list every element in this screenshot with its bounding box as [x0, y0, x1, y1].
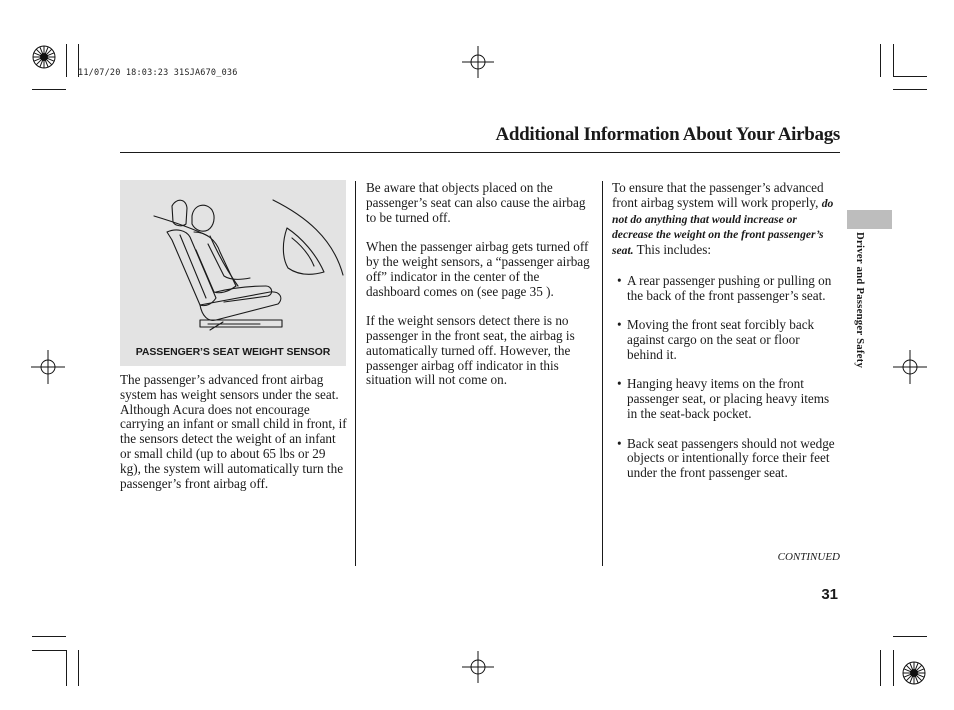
registration-crosshair-icon — [462, 46, 494, 78]
bullet-icon: • — [617, 272, 622, 288]
body-paragraph: The passenger’s advanced front airbag system has weight sensors under the seat. Although Acura does not encourage carrying an infant or small child in front, if the sensors detect the weight of an infant or small child (up to about 65 lbs or 29 kg), the system will automatically turn the passenger’s front airbag off. — [120, 372, 347, 491]
emphasis-text: do not do anything that would increase or decrease the weight on the front passenger’s seat. — [612, 196, 834, 258]
list-item: • Back seat passengers should not wedge objects or intentionally force their feet under the front passenger seat. — [617, 435, 835, 481]
continued-label: CONTINUED — [777, 551, 840, 563]
body-paragraph: Be aware that objects placed on the passenger’s seat can also cause the airbag to be turned off. — [366, 180, 586, 225]
page-title: Additional Information About Your Airbags — [495, 124, 840, 145]
seat-sensor-figure — [120, 180, 346, 366]
registration-crosshair-icon — [462, 651, 494, 683]
intro-paragraph — [612, 181, 838, 259]
title-rule — [120, 152, 840, 153]
registration-crosshair-icon — [893, 350, 927, 384]
section-label: Driver and Passenger Safety — [854, 232, 866, 369]
page-number: 31 — [821, 586, 838, 603]
intro-text: To ensure that the passenger’s advanced front airbag system will work properly, — [612, 180, 824, 210]
column-2 — [366, 181, 592, 388]
column-3 — [612, 181, 838, 496]
list-item: • Hanging heavy items on the front passenger seat, or placing heavy items in the seat-back pocket. — [617, 376, 830, 421]
seat-weight-sensor-illustration — [120, 180, 346, 340]
list-item: • Moving the front seat forcibly back against cargo on the seat or floor behind it. — [617, 317, 815, 362]
registration-crosshair-icon — [31, 350, 65, 384]
registration-sunburst-icon — [901, 660, 927, 686]
bullet-icon: • — [617, 435, 622, 451]
section-tab — [847, 210, 892, 229]
list-item: • A rear passenger pushing or pulling on the back of the front passenger’s seat. — [617, 272, 832, 303]
body-paragraph: When the passenger airbag gets turned off by the weight sensors, a “passenger airbag off” indicator in the center of the dashboard comes on (see page 35 ). — [366, 239, 590, 299]
precaution-list — [612, 274, 838, 481]
column-1 — [120, 373, 348, 491]
registration-sunburst-icon — [31, 44, 57, 70]
body-paragraph: If the weight sensors detect there is no passenger in the front seat, the airbag is automatically turned off. However, the passenger airbag off indicator in this situation will not come on. — [366, 313, 575, 388]
print-stamp: 11/07/20 18:03:23 31SJA670_036 — [78, 68, 238, 78]
intro-end-text: This includes: — [636, 242, 711, 258]
column-divider — [355, 181, 356, 566]
figure-caption: PASSENGER’S SEAT WEIGHT SENSOR — [135, 346, 331, 358]
bullet-icon: • — [617, 376, 622, 392]
column-divider — [602, 181, 603, 566]
bullet-icon: • — [617, 317, 622, 333]
